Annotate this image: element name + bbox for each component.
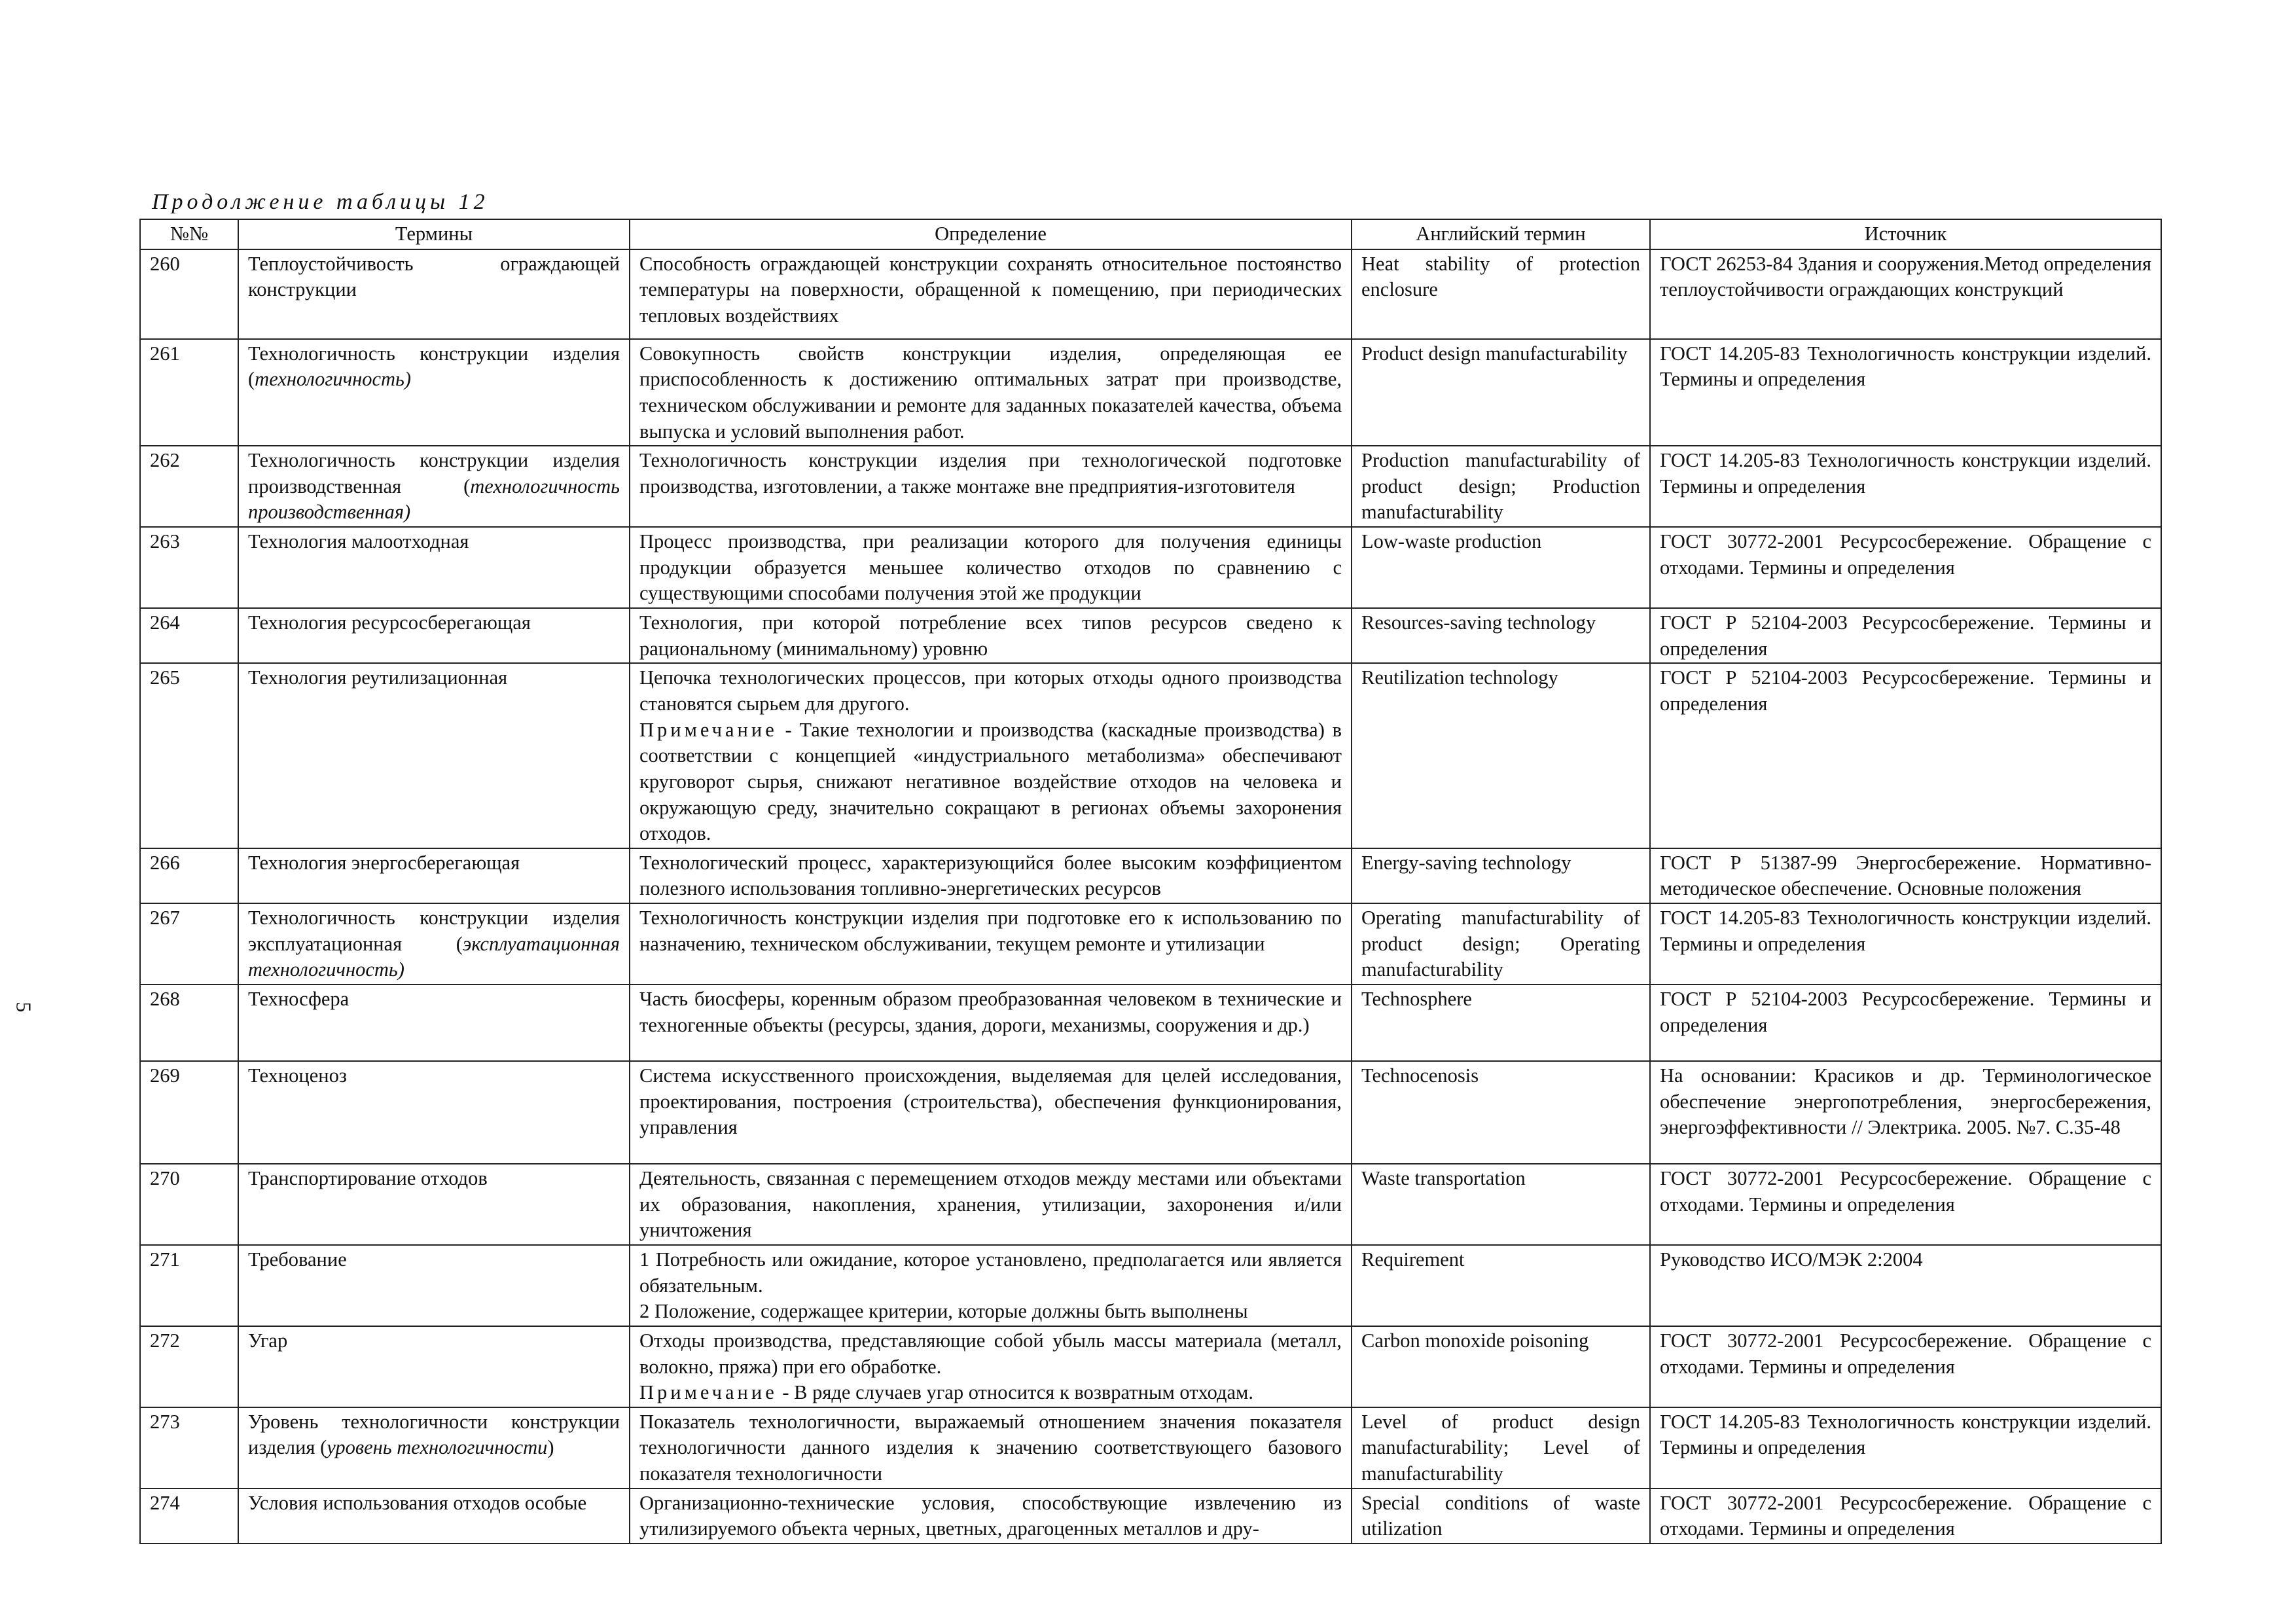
row-definition (630, 1489, 1352, 1543)
row-definition (630, 249, 1352, 339)
note-text: - В ряде случаев угар относится к возвратным отходам. (777, 1381, 1253, 1404)
row-term (238, 527, 630, 608)
row-english: Waste transportation (1352, 1164, 1650, 1245)
row-english: Special conditions of waste utilization (1352, 1489, 1650, 1543)
term-text: Технология энергосберегающая (248, 851, 520, 874)
term-italic-text: уровень технологичности (327, 1436, 548, 1459)
row-english: Technosphere (1352, 984, 1650, 1061)
row-source: ГОСТ Р 51387-99 Энергосбережение. Нормативно-методическое обеспечение. Основные положения (1650, 848, 2161, 903)
row-term (238, 1164, 630, 1245)
row-english: Low-waste production (1352, 527, 1650, 608)
table-body (140, 249, 2161, 1543)
row-term (238, 663, 630, 848)
header-source: Источник (1650, 219, 2161, 249)
row-term (238, 249, 630, 339)
row-definition (630, 1407, 1352, 1489)
row-number: 272 (140, 1326, 238, 1407)
term-text: Технологичность конструкции изделия эксплуатационная ( (248, 907, 620, 955)
table-caption: Продолжение таблицы 12 (152, 190, 489, 214)
term-text: Условия использования отходов особые (248, 1491, 587, 1514)
row-english: Requirement (1352, 1245, 1650, 1326)
row-english: Production manufacturability of product design; Production manufacturability (1352, 446, 1650, 527)
table-header-row (140, 219, 2161, 249)
page-number: 5 (12, 1001, 36, 1013)
row-number: 261 (140, 339, 238, 446)
row-definition (630, 663, 1352, 848)
term-text: Технология реутилизационная (248, 666, 508, 689)
row-term (238, 1326, 630, 1407)
row-definition (630, 848, 1352, 903)
term-text: Технология ресурсосберегающая (248, 611, 531, 634)
definition-text: Совокупность свойств конструкции изделия, определяющая ее приспособленность к достижению оптимальных затрат при производстве, техническом обслуживании и ремонте для заданных показателей качества, объема выпуска и условий выполнения работ. (639, 342, 1342, 442)
row-english: Level of product design manufacturability; Level of manufacturability (1352, 1407, 1650, 1489)
term-text: Теплоустойчивость ограждающей конструкции (248, 252, 620, 301)
definition-text: Способность ограждающей конструкции сохранять относительное постоянство температуры на поверхности, обращенной к помещению, при периодических тепловых воздействиях (639, 252, 1342, 327)
table-row (140, 848, 2161, 903)
definition-text: Отходы производства, представляющие собой убыль массы материала (металл, волокно, пряжа) при его обработке. (639, 1329, 1342, 1378)
definition-text: Технологический процесс, характеризующийся более высоким коэффициентом полезного использования топливно-энергетических ресурсов (639, 851, 1342, 900)
definition-text: Показатель технологичности, выражаемый отношением значения показателя технологичности данного изделия к значению соответствующего базового показателя технологичности (639, 1410, 1342, 1485)
row-source: ГОСТ 30772-2001 Ресурсосбережение. Обращение с отходами. Термины и определения (1650, 1489, 2161, 1543)
row-number: 271 (140, 1245, 238, 1326)
header-num: №№ (140, 219, 238, 249)
row-term (238, 339, 630, 446)
terms-table (139, 219, 2162, 1544)
row-number: 268 (140, 984, 238, 1061)
table-row (140, 1407, 2161, 1489)
term-italic-text: технологичность производственная) (248, 475, 620, 524)
row-english: Resources-saving technology (1352, 608, 1650, 663)
row-number: 274 (140, 1489, 238, 1543)
row-source: На основании: Красиков и др. Терминологическое обеспечение энергопотребления, энергосбережения, энергоэффективности // Электрика. 2005. №7. С.35-48 (1650, 1061, 2161, 1164)
definition-text: Технологичность конструкции изделия при технологической подготовке производства, изготовлении, а также монтаже вне предприятия-изготовителя (639, 449, 1342, 497)
term-text: Требование (248, 1248, 347, 1271)
row-number: 266 (140, 848, 238, 903)
term-text: Угар (248, 1329, 288, 1352)
row-definition (630, 446, 1352, 527)
definition-text: 1 Потребность или ожидание, которое установлено, предполагается или является обязательным. (639, 1248, 1342, 1297)
term-text: Технологичность конструкции изделия производственная ( (248, 449, 620, 497)
term-italic-text: технологичность) (255, 368, 412, 391)
row-term (238, 1489, 630, 1543)
table-row (140, 663, 2161, 848)
table-row (140, 903, 2161, 984)
row-term (238, 984, 630, 1061)
row-source: ГОСТ 14.205-83 Технологичность конструкции изделий. Термины и определения (1650, 446, 2161, 527)
table-row (140, 1489, 2161, 1543)
row-definition (630, 984, 1352, 1061)
row-source: Руководство ИСО/МЭК 2:2004 (1650, 1245, 2161, 1326)
definition-text: Деятельность, связанная с перемещением отходов между местами или объектами их образования, накопления, хранения, утилизации, захоронения и/или уничтожения (639, 1167, 1342, 1242)
term-italic-text: эксплуатационная технологичность) (248, 932, 620, 981)
definition-text: Организационно-технические условия, способствующие извлечению из утилизируемого объекта черных, цветных, драгоценных металлов и дру- (639, 1491, 1342, 1540)
row-english: Heat stability of protection enclosure (1352, 249, 1650, 339)
row-source: ГОСТ 30772-2001 Ресурсосбережение. Обращение с отходами. Термины и определения (1650, 527, 2161, 608)
row-term (238, 848, 630, 903)
definition-text-2: 2 Положение, содержащее критерии, которые должны быть выполнены (639, 1300, 1248, 1323)
row-term (238, 1407, 630, 1489)
definition-text: Процесс производства, при реализации которого для получения единицы продукции образуется меньшее количество отходов по сравнению с существующими способами получения этой же продукции (639, 530, 1342, 605)
table-row (140, 339, 2161, 446)
row-source: ГОСТ 14.205-83 Технологичность конструкции изделий. Термины и определения (1650, 339, 2161, 446)
row-definition (630, 903, 1352, 984)
row-english: Energy-saving technology (1352, 848, 1650, 903)
row-english: Reutilization technology (1352, 663, 1650, 848)
table-row (140, 527, 2161, 608)
table-row (140, 608, 2161, 663)
header-term: Термины (238, 219, 630, 249)
table-row (140, 1326, 2161, 1407)
row-definition (630, 339, 1352, 446)
row-source: ГОСТ 14.205-83 Технологичность конструкции изделий. Термины и определения (1650, 903, 2161, 984)
row-term (238, 903, 630, 984)
row-definition (630, 1326, 1352, 1407)
header-english: Английский термин (1352, 219, 1650, 249)
row-english: Operating manufacturability of product design; Operating manufacturability (1352, 903, 1650, 984)
definition-text: Система искусственного происхождения, выделяемая для целей исследования, проектирования, построения (строительства), обеспечения функционирования, управления (639, 1064, 1342, 1139)
row-definition (630, 1061, 1352, 1164)
header-definition: Определение (630, 219, 1352, 249)
definition-text: Цепочка технологических процессов, при которых отходы одного производства становятся сырьем для другого. (639, 666, 1342, 715)
row-definition (630, 608, 1352, 663)
row-number: 262 (140, 446, 238, 527)
note-text: - Такие технологии и производства (каскадные производства) в соответствии с концепцией «индустриального метаболизма» обеспечивают круговорот сырья, снижают негативное воздействие отходов на человека и окружающую среду, значительно сокращают в регионах объемы захоронения отходов. (639, 718, 1342, 845)
table-row (140, 1061, 2161, 1164)
row-source: ГОСТ 30772-2001 Ресурсосбережение. Обращение с отходами. Термины и определения (1650, 1164, 2161, 1245)
row-source: ГОСТ Р 52104-2003 Ресурсосбережение. Термины и определения (1650, 984, 2161, 1061)
row-definition (630, 1164, 1352, 1245)
table-row (140, 1164, 2161, 1245)
row-number: 269 (140, 1061, 238, 1164)
term-text: Уровень технологичности конструкции изделия ( (248, 1410, 620, 1459)
table-row (140, 249, 2161, 339)
term-tail-text: ) (547, 1436, 554, 1459)
row-term (238, 608, 630, 663)
row-source: ГОСТ Р 52104-2003 Ресурсосбережение. Термины и определения (1650, 608, 2161, 663)
definition-text: Технологичность конструкции изделия при подготовке его к использованию по назначению, техническом обслуживании, текущем ремонте и утилизации (639, 907, 1342, 955)
term-text: Технологичность конструкции изделия ( (248, 342, 620, 391)
row-definition (630, 1245, 1352, 1326)
definition-text: Часть биосферы, коренным образом преобразованная человеком в технические и техногенные объекты (ресурсы, здания, дороги, механизмы, сооружения и др.) (639, 988, 1342, 1036)
row-number: 270 (140, 1164, 238, 1245)
term-text: Технология малоотходная (248, 530, 469, 553)
row-term (238, 446, 630, 527)
row-number: 260 (140, 249, 238, 339)
row-english: Carbon monoxide poisoning (1352, 1326, 1650, 1407)
table-row (140, 446, 2161, 527)
definition-text: Технология, при которой потребление всех типов ресурсов сведено к рациональному (минимальному) уровню (639, 611, 1342, 660)
row-source: ГОСТ Р 52104-2003 Ресурсосбережение. Термины и определения (1650, 663, 2161, 848)
row-number: 263 (140, 527, 238, 608)
row-number: 267 (140, 903, 238, 984)
row-number: 273 (140, 1407, 238, 1489)
row-term (238, 1245, 630, 1326)
term-text: Транспортирование отходов (248, 1167, 488, 1190)
row-source: ГОСТ 14.205-83 Технологичность конструкции изделий. Термины и определения (1650, 1407, 2161, 1489)
row-definition (630, 527, 1352, 608)
note-label: Примечание (639, 1381, 778, 1404)
row-number: 264 (140, 608, 238, 663)
row-number: 265 (140, 663, 238, 848)
table-row (140, 1245, 2161, 1326)
term-text: Техноценоз (248, 1064, 347, 1087)
row-term (238, 1061, 630, 1164)
note-label: Примечание (639, 718, 778, 741)
table-row (140, 984, 2161, 1061)
term-text: Техносфера (248, 988, 350, 1011)
row-english: Product design manufacturability (1352, 339, 1650, 446)
row-source: ГОСТ 30772-2001 Ресурсосбережение. Обращение с отходами. Термины и определения (1650, 1326, 2161, 1407)
row-source: ГОСТ 26253-84 Здания и сооружения.Метод определения теплоустойчивости ограждающих конструкций (1650, 249, 2161, 339)
row-english: Technocenosis (1352, 1061, 1650, 1164)
